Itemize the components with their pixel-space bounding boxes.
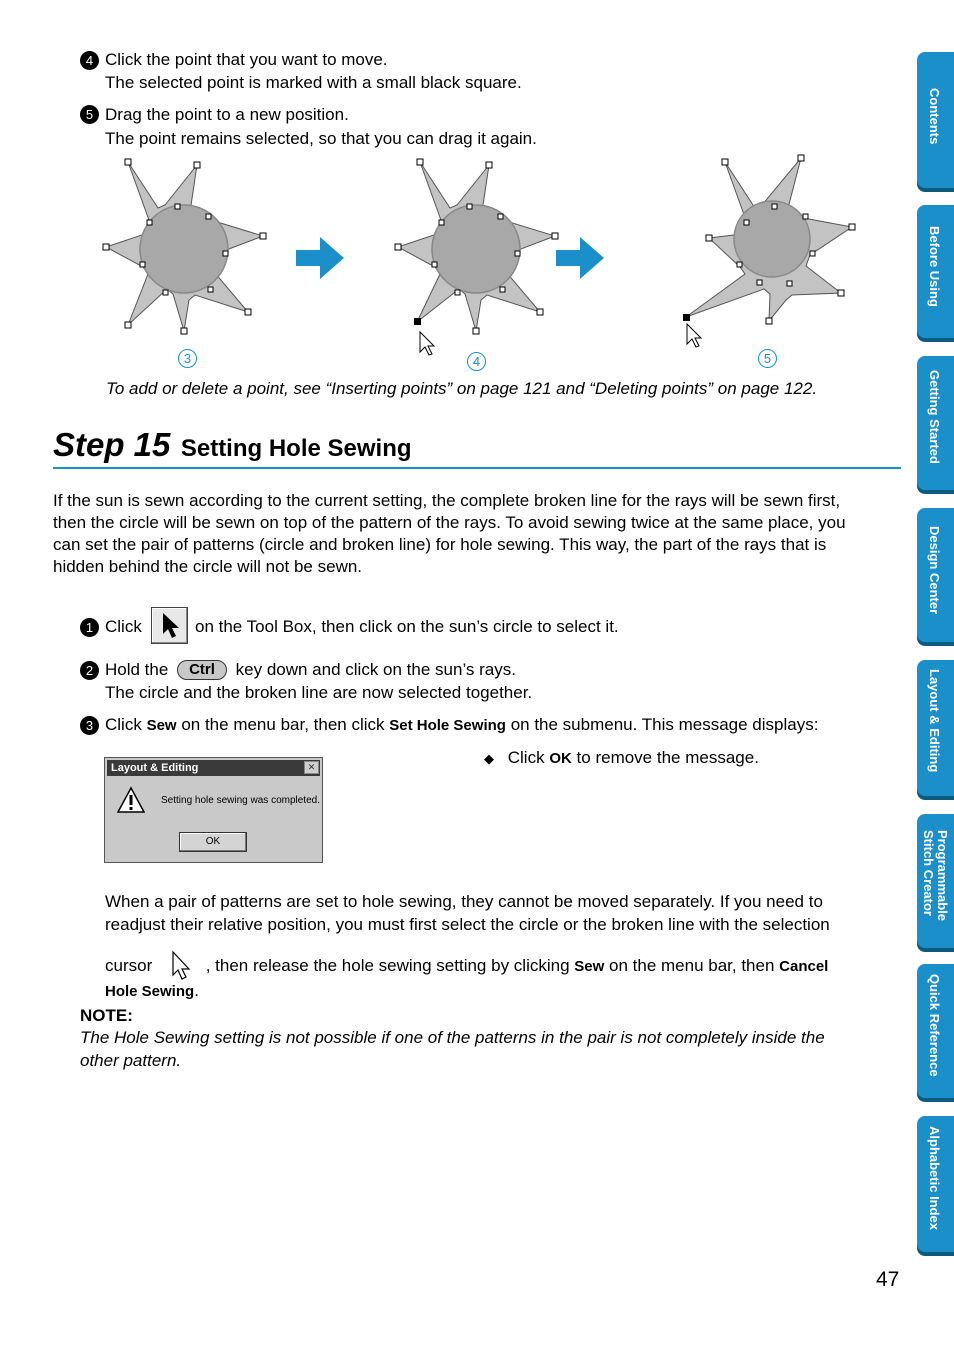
hollow-arrow-cursor-icon-inline [167,949,195,981]
intro-line-3: can set the pair of patterns (circle and broken line) for hole sewing. This way, the part of the rays that is [53,535,827,554]
right-arrow-icon-2 [556,237,604,279]
bullet-ok [484,746,759,770]
step-3-line [105,713,818,737]
set-hole-sewing-ref: Set Hole Sewing [389,717,506,734]
figure-label-3: 3 [178,349,197,368]
para2-l4b: . [194,981,199,1000]
warning-icon [117,786,145,814]
tab-getting-started[interactable] [917,356,954,490]
step-number: Step 15 [53,426,171,463]
hole-sewing-ref: Hole Sewing [105,983,195,1000]
para2-l3d: on the menu bar, then [609,956,775,975]
right-arrow-icon-1 [296,237,344,279]
step-2-number: 2 [80,661,99,680]
tab-programmable-stitch-creator[interactable] [917,814,954,948]
tab-layout-editing-label: Layout & Editing [927,669,942,773]
step-1-pre: Click [105,617,142,636]
sun-figure [95,150,865,375]
tab-layout-editing[interactable] [917,660,954,796]
diamond-bullet-icon: ◆ [484,751,494,766]
para2-line-3 [105,949,828,981]
step-5-detail: The point remains selected, so that you can drag it again. [105,129,537,148]
tab-quick-reference-label: Quick Reference [927,974,942,1077]
step-2-detail: The circle and the broken line are now selected together. [105,683,533,702]
note-line-2: other pattern. [80,1051,182,1070]
sun-shape-1 [103,159,266,334]
figure-note: To add or delete a point, see “Inserting points” on page 121 and “Deleting points” on page 122. [106,379,818,398]
tab-alphabetic-index-label: Alphabetic Index [927,1126,942,1231]
bullet-t2: to remove the message. [576,748,759,767]
para2-line-2: readjust their relative position, you must first select the circle or the broken line with the selection [105,915,830,934]
tab-contents[interactable] [917,52,954,188]
step-4-number: 4 [80,51,99,70]
dialog-ok-button[interactable]: OK [179,832,247,852]
tab-getting-started-label: Getting Started [927,370,942,464]
figure-label-4: 4 [467,352,486,371]
step-1-number: 1 [80,618,99,637]
dialog-message: Setting hole sewing was completed. [161,795,320,806]
step-4-text: Click the point that you want to move. [105,50,388,69]
cancel-ref: Cancel [779,958,829,975]
hollow-arrow-cursor-icon-1 [420,332,434,355]
tab-before-using-label: Before Using [927,226,942,307]
message-dialog [104,757,323,863]
para2-l3b: , then release the hole sewing setting by clicking [205,956,570,975]
step-5-text: Drag the point to a new position. [105,105,349,124]
dialog-close-button[interactable]: ✕ [304,761,319,774]
step-2-line [105,658,516,681]
para2-l3a: cursor [105,956,153,975]
sew-menu-ref-2: Sew [574,958,605,975]
step-3-number: 3 [80,716,99,735]
tab-design-center-label: Design Center [927,526,942,615]
tab-before-using[interactable] [917,205,954,338]
tab-design-center[interactable] [917,508,954,642]
tab-alphabetic-index[interactable] [917,1116,954,1252]
step-3-t3: on the submenu. This message displays: [510,715,819,734]
tab-contents-label: Contents [927,88,942,145]
bullet-t1: Click [507,748,545,767]
hollow-arrow-cursor-icon-2 [687,324,701,347]
figure-label-5: 5 [758,349,777,368]
step-title: Setting Hole Sewing [180,435,412,462]
page-number: 47 [876,1268,900,1291]
ctrl-key: Ctrl [177,660,227,680]
step-3-t2: on the menu bar, then click [181,715,385,734]
dialog-title: Layout & Editing [107,760,320,776]
heading-rule [53,467,901,469]
step-2-pre: Hold the [105,660,169,679]
step-3-t1: Click [105,715,142,734]
step-5-number: 5 [80,105,99,124]
step-heading [53,426,412,464]
step-2-post: key down and click on the sun’s rays. [235,660,516,679]
intro-line-1: If the sun is sewn according to the current setting, the complete broken line for the rays will be sewn first, [53,491,841,510]
tab-quick-reference[interactable] [917,964,954,1098]
tab-programmable-label: Programmable [935,830,950,922]
para2-line-1: When a pair of patterns are set to hole sewing, they cannot be moved separately. If you need to [105,892,823,911]
ok-ref: OK [549,750,572,767]
step-4-detail: The selected point is marked with a small black square. [105,73,522,92]
tab-stitch-creator-label: Stitch Creator [921,830,936,916]
step-1-post: on the Tool Box, then click on the sun’s circle to select it. [195,617,619,636]
sun-shape-2 [395,159,558,355]
para2-line-4 [105,979,199,1003]
intro-line-2: then the circle will be sewn on top of the pattern of the rays. To avoid sewing twice at the same place, you [53,513,846,532]
sun-shape-3 [683,155,855,347]
sew-menu-ref: Sew [146,717,177,734]
intro-line-4: hidden behind the circle will not be sewn. [53,557,363,576]
note-line-1: The Hole Sewing setting is not possible if one of the patterns in the pair is not completely inside the [80,1028,825,1047]
arrow-cursor-icon [152,608,187,643]
note-label: NOTE: [80,1006,133,1025]
arrow-tool-button[interactable] [151,607,188,644]
